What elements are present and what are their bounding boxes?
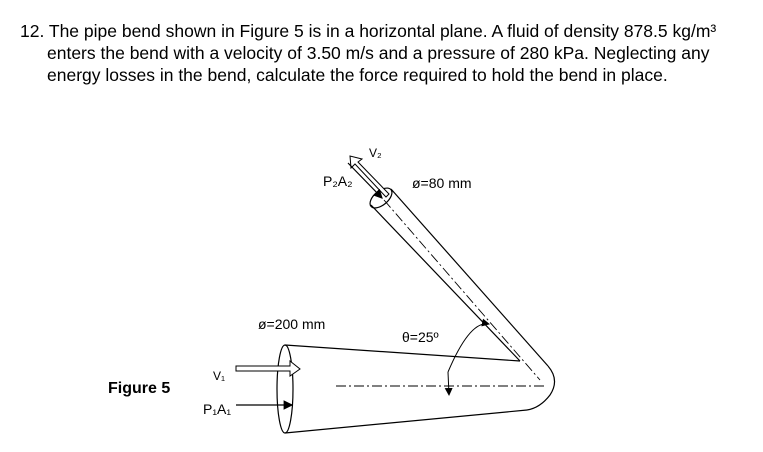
v1-label: V₁ (213, 369, 226, 383)
outlet-pipe (367, 184, 555, 410)
inlet-diameter-label: ø=200 mm (258, 316, 326, 332)
angle-label: θ=25º (402, 329, 439, 345)
v2-label: V₂ (369, 146, 382, 160)
center-lines (336, 200, 545, 386)
question-line-3: energy losses in the bend, calculate the force required to hold the bend in place. (47, 65, 668, 85)
v1-arrow-icon (236, 361, 300, 376)
p1a1-label: P₁A₁ (203, 401, 232, 417)
inlet-cone (277, 345, 527, 433)
inlet-bottom-wall (285, 410, 527, 433)
inlet-top-wall (285, 345, 520, 361)
question-line-2: enters the bend with a velocity of 3.50 m/s and a pressure of 280 kPa. Neglecting any (47, 43, 710, 63)
bend-outer-curve (527, 366, 555, 410)
p2a2-label: P₂A₂ (323, 173, 353, 189)
figure-caption: Figure 5 (108, 380, 171, 397)
v2-arrow-icon (350, 156, 389, 197)
angle-arc (448, 324, 489, 372)
outlet-left-wall (371, 205, 520, 361)
outlet-diameter-label: ø=80 mm (412, 175, 472, 191)
question-line-1: 12. The pipe bend shown in Figure 5 is in a horizontal plane. A fluid of density 878.5 kg/m³ (20, 21, 717, 41)
angle-arrow-down (448, 372, 449, 395)
inlet-opening (277, 345, 293, 433)
p2a2-arrow-icon (348, 163, 382, 198)
